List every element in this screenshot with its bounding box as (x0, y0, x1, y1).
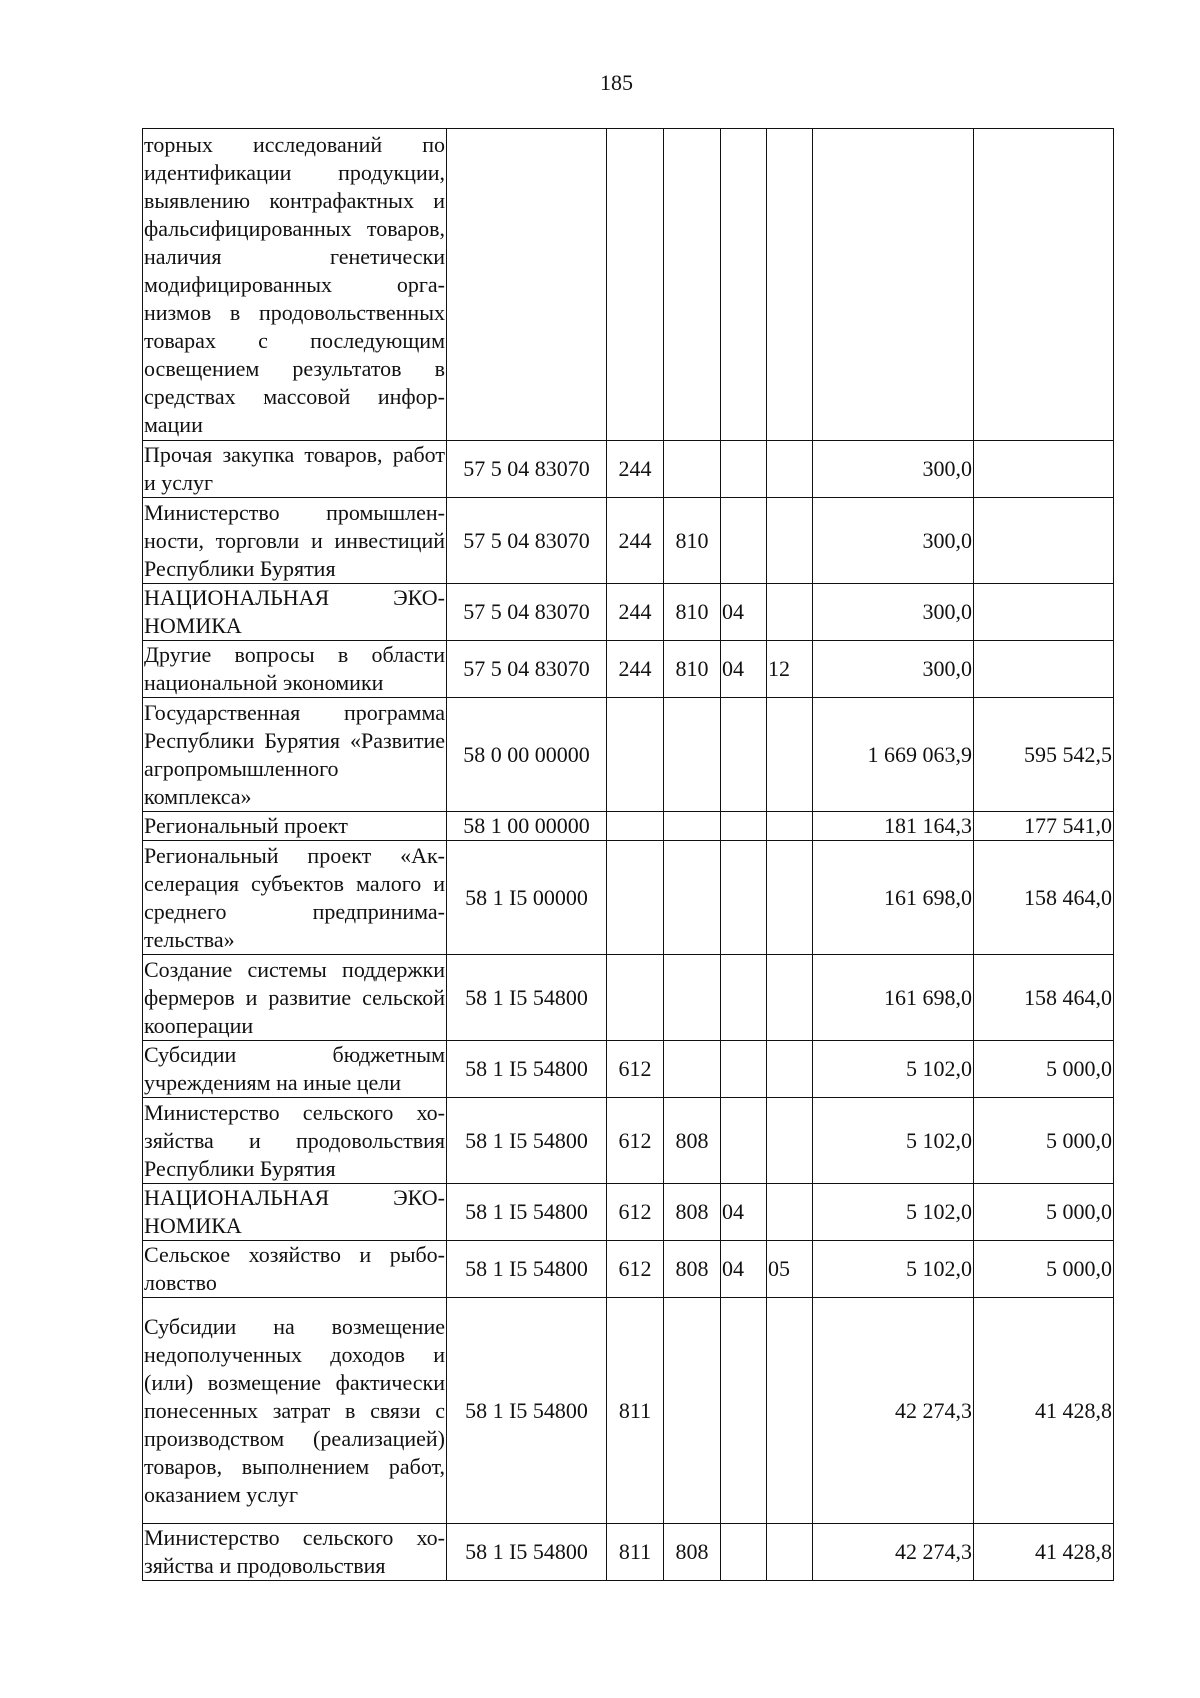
row-ministry-code-cell (664, 1298, 721, 1524)
row-code-cell: 58 1 I5 54800 (447, 1524, 607, 1581)
row-expense-type-cell (607, 812, 664, 841)
row-expense-type-cell: 612 (607, 1241, 664, 1298)
row-expense-type-cell: 612 (607, 1098, 664, 1184)
row-code-cell: 58 1 I5 54800 (447, 1184, 607, 1241)
row-amount-1-cell: 181 164,3 (813, 812, 974, 841)
row-section-cell (721, 1098, 767, 1184)
row-ministry-code-cell: 810 (664, 641, 721, 698)
row-subsection-cell (767, 441, 813, 498)
row-amount-2-cell (974, 641, 1114, 698)
row-subsection-cell (767, 955, 813, 1041)
row-section-cell: 04 (721, 641, 767, 698)
table-row (143, 1524, 1114, 1581)
table-row (143, 698, 1114, 812)
row-subsection-cell: 12 (767, 641, 813, 698)
row-name-cell: торных исследований по идентификации продукции, выявлению контрафактных и фальсифицированных товаров, наличия генетически модифицированных организмов в продовольственных товарах с последующим освещением результатов в средствах массовой информации (143, 129, 447, 441)
row-subsection-cell: 05 (767, 1241, 813, 1298)
row-amount-2-cell (974, 498, 1114, 584)
row-expense-type-cell (607, 698, 664, 812)
row-amount-1-cell: 42 274,3 (813, 1298, 974, 1524)
row-amount-1-cell: 5 102,0 (813, 1098, 974, 1184)
row-amount-2-cell: 595 542,5 (974, 698, 1114, 812)
row-amount-1-cell: 1 669 063,9 (813, 698, 974, 812)
page-number: 185 (600, 70, 633, 95)
row-amount-1-cell: 42 274,3 (813, 1524, 974, 1581)
row-amount-2-cell: 177 541,0 (974, 812, 1114, 841)
row-ministry-code-cell (664, 441, 721, 498)
row-expense-type-cell (607, 841, 664, 955)
row-code-cell: 58 1 I5 54800 (447, 1241, 607, 1298)
row-expense-type-cell (607, 955, 664, 1041)
row-subsection-cell (767, 1041, 813, 1098)
table-row (143, 812, 1114, 841)
row-amount-2-cell: 5 000,0 (974, 1041, 1114, 1098)
row-amount-1-cell: 300,0 (813, 584, 974, 641)
row-subsection-cell (767, 698, 813, 812)
budget-table-body (143, 129, 1114, 1581)
row-code-cell: 58 1 00 00000 (447, 812, 607, 841)
row-ministry-code-cell: 808 (664, 1241, 721, 1298)
row-name-cell: Субсидии бюджетным учреждениям на иные цели (143, 1041, 447, 1098)
row-amount-1-cell (813, 129, 974, 441)
row-ministry-code-cell: 808 (664, 1524, 721, 1581)
row-expense-type-cell: 811 (607, 1298, 664, 1524)
row-amount-2-cell (974, 129, 1114, 441)
row-name-cell: Министерство сельского хозяйства и продовольствия Республики Бурятия (143, 1098, 447, 1184)
row-section-cell (721, 955, 767, 1041)
row-name-cell: Сельское хозяйство и рыболовство (143, 1241, 447, 1298)
row-code-cell: 58 1 I5 54800 (447, 1041, 607, 1098)
row-subsection-cell (767, 1098, 813, 1184)
row-amount-1-cell: 300,0 (813, 641, 974, 698)
row-code-cell: 57 5 04 83070 (447, 641, 607, 698)
row-subsection-cell (767, 812, 813, 841)
row-amount-2-cell: 158 464,0 (974, 955, 1114, 1041)
row-amount-1-cell: 5 102,0 (813, 1184, 974, 1241)
row-section-cell: 04 (721, 584, 767, 641)
row-amount-2-cell: 5 000,0 (974, 1241, 1114, 1298)
table-row (143, 129, 1114, 441)
row-code-cell: 57 5 04 83070 (447, 441, 607, 498)
row-ministry-code-cell: 808 (664, 1184, 721, 1241)
table-row (143, 955, 1114, 1041)
table-row (143, 1298, 1114, 1524)
row-name-cell: НАЦИОНАЛЬНАЯ ЭКОНОМИКА (143, 1184, 447, 1241)
row-amount-1-cell: 5 102,0 (813, 1241, 974, 1298)
row-amount-1-cell: 161 698,0 (813, 841, 974, 955)
row-subsection-cell (767, 584, 813, 641)
row-code-cell: 57 5 04 83070 (447, 498, 607, 584)
row-expense-type-cell: 244 (607, 641, 664, 698)
row-amount-2-cell: 41 428,8 (974, 1298, 1114, 1524)
row-amount-1-cell: 300,0 (813, 441, 974, 498)
row-code-cell: 58 1 I5 00000 (447, 841, 607, 955)
table-row (143, 1241, 1114, 1298)
row-section-cell: 04 (721, 1241, 767, 1298)
table-row (143, 584, 1114, 641)
row-ministry-code-cell (664, 955, 721, 1041)
row-amount-1-cell: 5 102,0 (813, 1041, 974, 1098)
row-amount-1-cell: 300,0 (813, 498, 974, 584)
row-amount-2-cell: 5 000,0 (974, 1184, 1114, 1241)
row-code-cell: 57 5 04 83070 (447, 584, 607, 641)
row-section-cell: 04 (721, 1184, 767, 1241)
row-name-cell: Региональный проект «Акселерация субъектов малого и среднего предпринимательства» (143, 841, 447, 955)
row-section-cell (721, 129, 767, 441)
row-section-cell (721, 841, 767, 955)
row-name-cell: Прочая закупка товаров, работ и услуг (143, 441, 447, 498)
row-subsection-cell (767, 841, 813, 955)
row-code-cell: 58 0 00 00000 (447, 698, 607, 812)
row-ministry-code-cell: 808 (664, 1098, 721, 1184)
row-subsection-cell (767, 1524, 813, 1581)
row-section-cell (721, 1298, 767, 1524)
row-expense-type-cell: 811 (607, 1524, 664, 1581)
budget-table (142, 128, 1114, 1581)
row-section-cell (721, 812, 767, 841)
row-expense-type-cell: 244 (607, 498, 664, 584)
row-name-cell: Министерство промышленности, торговли и инвестиций Республики Бурятия (143, 498, 447, 584)
row-name-cell: Создание системы поддержки фермеров и развитие сельской кооперации (143, 955, 447, 1041)
row-expense-type-cell: 612 (607, 1041, 664, 1098)
row-name-cell: Государственная программа Республики Бурятия «Развитие агропромышленного комплекса» (143, 698, 447, 812)
row-subsection-cell (767, 1298, 813, 1524)
row-section-cell (721, 1041, 767, 1098)
table-row (143, 441, 1114, 498)
row-ministry-code-cell: 810 (664, 584, 721, 641)
row-expense-type-cell: 244 (607, 584, 664, 641)
row-section-cell (721, 498, 767, 584)
row-subsection-cell (767, 1184, 813, 1241)
row-expense-type-cell: 244 (607, 441, 664, 498)
row-ministry-code-cell (664, 812, 721, 841)
row-subsection-cell (767, 129, 813, 441)
row-ministry-code-cell (664, 698, 721, 812)
row-name-cell: Субсидии на возмещение недополученных доходов и (или) возмещение фактически понесенных затрат в связи с производством (реализацией) товаров, выполнением работ, оказанием услуг (143, 1298, 447, 1524)
row-ministry-code-cell (664, 841, 721, 955)
row-section-cell (721, 441, 767, 498)
row-amount-2-cell: 41 428,8 (974, 1524, 1114, 1581)
row-amount-2-cell (974, 584, 1114, 641)
row-code-cell (447, 129, 607, 441)
table-row (143, 1184, 1114, 1241)
row-subsection-cell (767, 498, 813, 584)
row-name-cell: Министерство сельского хозяйства и продовольствия (143, 1524, 447, 1581)
row-ministry-code-cell (664, 129, 721, 441)
row-ministry-code-cell: 810 (664, 498, 721, 584)
row-section-cell (721, 698, 767, 812)
row-expense-type-cell (607, 129, 664, 441)
row-amount-1-cell: 161 698,0 (813, 955, 974, 1041)
row-name-cell: Другие вопросы в области национальной экономики (143, 641, 447, 698)
row-code-cell: 58 1 I5 54800 (447, 1298, 607, 1524)
row-ministry-code-cell (664, 1041, 721, 1098)
row-code-cell: 58 1 I5 54800 (447, 955, 607, 1041)
row-amount-2-cell (974, 441, 1114, 498)
table-row (143, 841, 1114, 955)
row-code-cell: 58 1 I5 54800 (447, 1098, 607, 1184)
table-row (143, 1041, 1114, 1098)
table-row (143, 498, 1114, 584)
table-row (143, 1098, 1114, 1184)
table-row (143, 641, 1114, 698)
row-name-cell: НАЦИОНАЛЬНАЯ ЭКОНОМИКА (143, 584, 447, 641)
row-amount-2-cell: 158 464,0 (974, 841, 1114, 955)
row-name-cell: Региональный проект (143, 812, 447, 841)
row-amount-2-cell: 5 000,0 (974, 1098, 1114, 1184)
row-expense-type-cell: 612 (607, 1184, 664, 1241)
row-section-cell (721, 1524, 767, 1581)
